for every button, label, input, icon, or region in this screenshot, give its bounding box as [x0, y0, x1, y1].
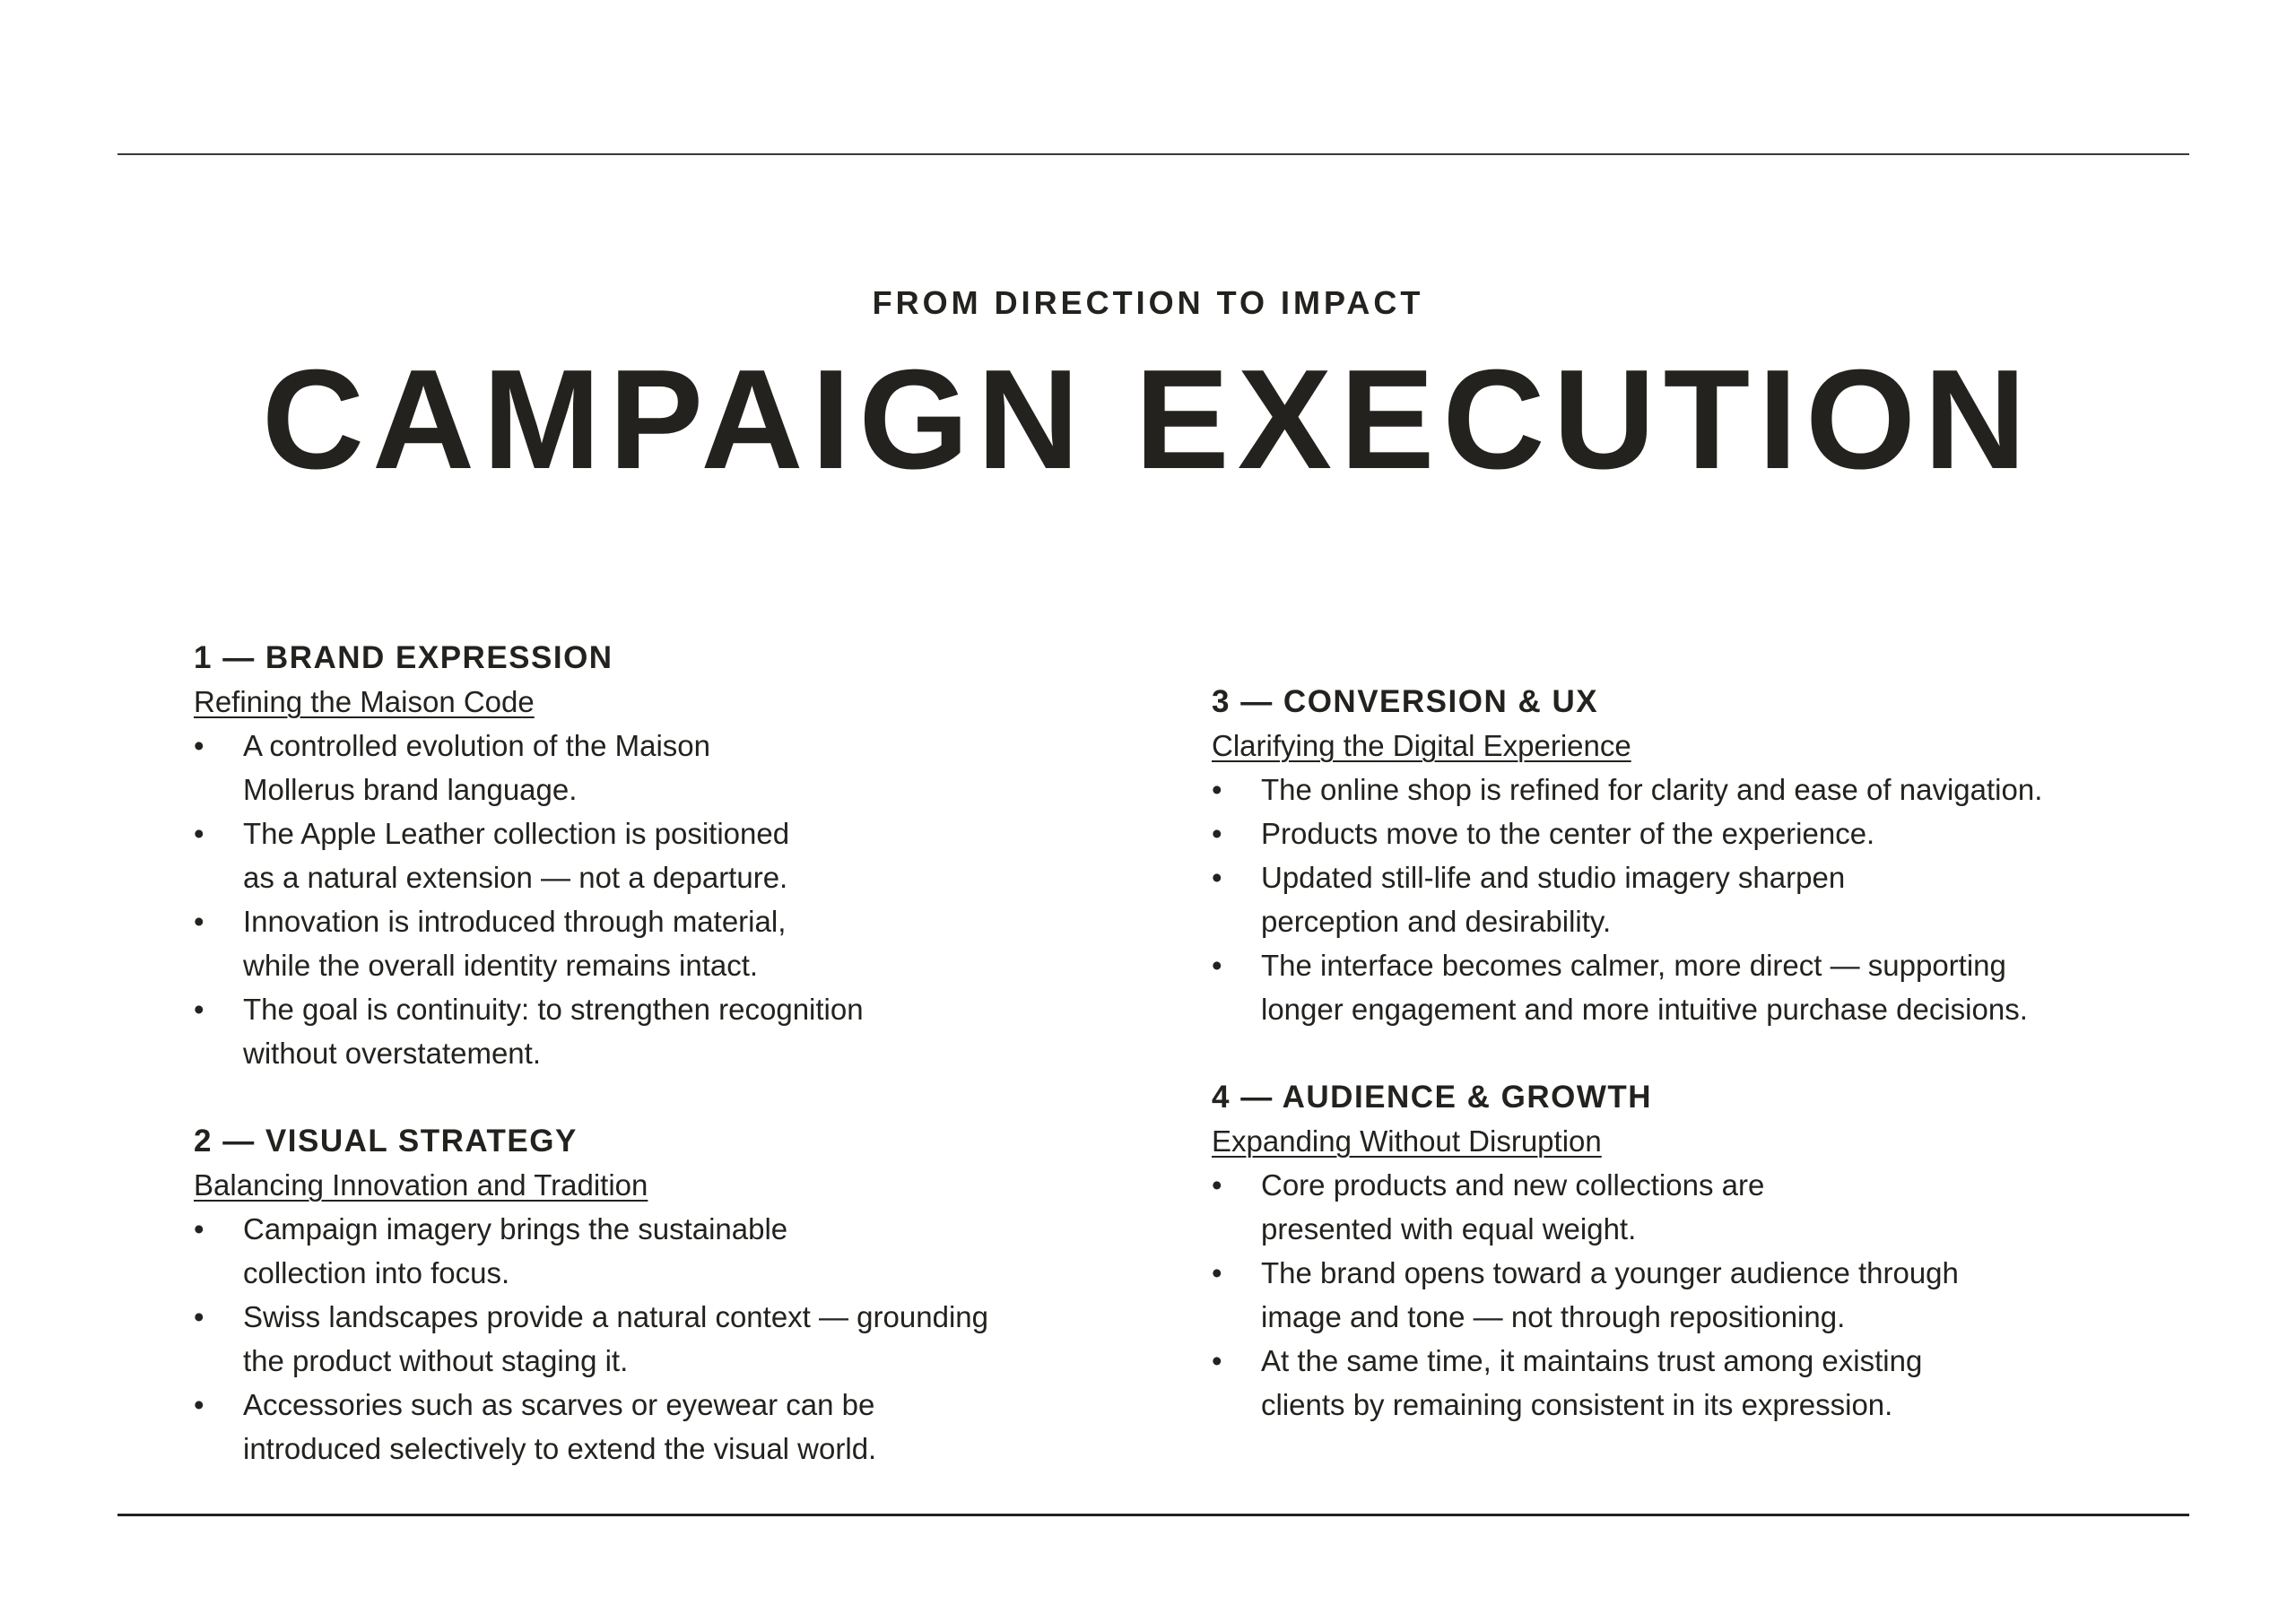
bullet-text-line: the product without staging it.	[243, 1344, 629, 1377]
bullet-item	[1212, 1163, 2225, 1251]
bullet-text-line: perception and desirability.	[1261, 905, 1612, 938]
bullet-item	[1212, 812, 2225, 855]
bullet-text-line: without overstatement.	[243, 1037, 541, 1070]
bullet-text-line: The interface becomes calmer, more direct — supporting	[1261, 949, 2006, 982]
visual-strategy-section	[194, 1119, 1207, 1471]
bullet-list	[194, 1207, 1207, 1471]
bullet-text-line: The brand opens toward a younger audience through	[1261, 1256, 1959, 1289]
bullet-text-line: The online shop is refined for clarity and ease of navigation.	[1261, 773, 2043, 806]
bullet-list	[194, 724, 1207, 1075]
bottom-divider	[117, 1514, 2189, 1516]
bullet-text-line: Core products and new collections are	[1261, 1168, 1765, 1202]
section-heading: 2 — VISUAL STRATEGY	[194, 1124, 578, 1159]
bullet-item	[194, 899, 1207, 987]
section-heading: 4 — AUDIENCE & GROWTH	[1212, 1080, 1653, 1115]
bullet-item	[1212, 855, 2225, 943]
bullet-dot-icon: •	[194, 905, 204, 938]
bullet-text-line: Swiss landscapes provide a natural context — grounding	[243, 1300, 988, 1333]
bullet-item	[194, 724, 1207, 812]
bullet-dot-icon: •	[1212, 773, 1222, 806]
section-subheading: Balancing Innovation and Tradition	[194, 1168, 648, 1202]
bullet-text-line: presented with equal weight.	[1261, 1212, 1637, 1245]
bullet-item	[194, 1383, 1207, 1471]
bullet-list	[1212, 1163, 2225, 1427]
bullet-text-line: clients by remaining consistent in its expression.	[1261, 1388, 1893, 1421]
conversion-ux-section	[1212, 680, 2225, 1031]
bullet-text-line: Accessories such as scarves or eyewear can be	[243, 1388, 875, 1421]
bullet-text-line: introduced selectively to extend the visual world.	[243, 1432, 877, 1465]
bullet-dot-icon: •	[1212, 949, 1222, 982]
bullet-text-line: Campaign imagery brings the sustainable	[243, 1212, 788, 1245]
bullet-dot-icon: •	[194, 1388, 204, 1421]
bullet-text-line: A controlled evolution of the Maison	[243, 729, 710, 762]
section-heading: 3 — CONVERSION & UX	[1212, 684, 1599, 719]
section-subheading: Refining the Maison Code	[194, 685, 535, 718]
bullet-text-line: Mollerus brand language.	[243, 773, 578, 806]
bullet-text-line: The Apple Leather collection is positioned	[243, 817, 790, 850]
bullet-item	[194, 1295, 1207, 1383]
audience-growth-section	[1212, 1075, 2225, 1427]
bullet-text-line: collection into focus.	[243, 1256, 510, 1289]
bullet-dot-icon: •	[194, 729, 204, 762]
section-heading: 1 — BRAND EXPRESSION	[194, 640, 613, 675]
bullet-item	[194, 987, 1207, 1075]
top-divider	[117, 153, 2189, 155]
bullet-item	[194, 812, 1207, 899]
bullet-dot-icon: •	[194, 817, 204, 850]
bullet-text-line: Products move to the center of the experience.	[1261, 817, 1875, 850]
right-column	[1212, 680, 2225, 1427]
bullet-item	[194, 1207, 1207, 1295]
bullet-dot-icon: •	[1212, 861, 1222, 894]
bullet-list	[1212, 768, 2225, 1031]
bullet-item	[1212, 1251, 2225, 1339]
bullet-text-line: longer engagement and more intuitive purchase decisions.	[1261, 993, 2028, 1026]
bullet-text-line: while the overall identity remains intact.	[243, 949, 759, 982]
bullet-dot-icon: •	[1212, 817, 1222, 850]
bullet-text-line: as a natural extension — not a departure.	[243, 861, 788, 894]
bullet-dot-icon: •	[194, 1300, 204, 1333]
page-kicker: FROM DIRECTION TO IMPACT	[872, 284, 1424, 321]
bullet-dot-icon: •	[194, 1212, 204, 1245]
bullet-dot-icon: •	[194, 993, 204, 1026]
bullet-text-line: image and tone — not through repositioning.	[1261, 1300, 1846, 1333]
bullet-dot-icon: •	[1212, 1344, 1222, 1377]
bullet-item	[1212, 1339, 2225, 1427]
brand-expression-section	[194, 636, 1207, 1075]
bullet-text-line: Innovation is introduced through material,	[243, 905, 787, 938]
bullet-text-line: The goal is continuity: to strengthen recognition	[243, 993, 864, 1026]
bullet-text-line: Updated still-life and studio imagery sharpen	[1261, 861, 1846, 894]
section-subheading: Expanding Without Disruption	[1212, 1124, 1602, 1158]
bullet-dot-icon: •	[1212, 1168, 1222, 1202]
section-subheading: Clarifying the Digital Experience	[1212, 729, 1631, 762]
bullet-text-line: At the same time, it maintains trust among existing	[1261, 1344, 1923, 1377]
bullet-item	[1212, 943, 2225, 1031]
bullet-dot-icon: •	[1212, 1256, 1222, 1289]
left-column	[194, 636, 1207, 1471]
bullet-item	[1212, 768, 2225, 812]
page-title: CAMPAIGN EXECUTION	[261, 341, 2035, 499]
